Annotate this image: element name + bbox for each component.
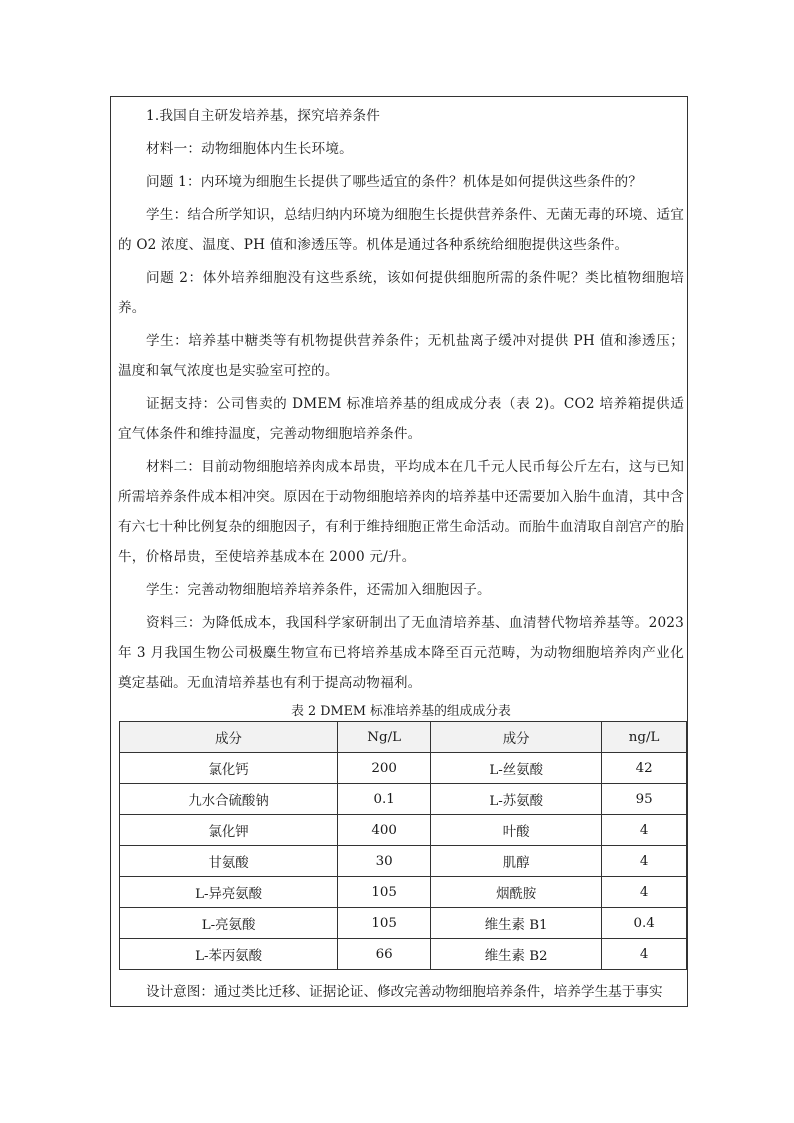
- table-cell: 4: [602, 846, 687, 877]
- material-one: 材料一：动物细胞体内生长环境。: [146, 141, 353, 157]
- question-two: 问题 2：体外培养细胞没有这些系统，该如何提供细胞所需的条件呢？类比植物细胞培养。: [118, 270, 684, 316]
- design-intent: 设计意图：通过类比迁移、证据论证、修改完善动物细胞培养条件，培养学生基于事实: [146, 984, 663, 1000]
- table-cell: 氯化钙: [120, 753, 338, 784]
- table-cell: 95: [602, 784, 687, 815]
- composition-table: [119, 721, 687, 970]
- table-row: [120, 908, 687, 939]
- table-cell: 烟酰胺: [431, 877, 602, 908]
- table-row: [120, 784, 687, 815]
- body-text: [118, 101, 684, 727]
- table-cell: 甘氨酸: [120, 846, 338, 877]
- section-heading: 1.我国自主研发培养基，探究培养条件: [146, 108, 381, 124]
- table-cell: 42: [602, 753, 687, 784]
- table-cell: 0.1: [338, 784, 431, 815]
- table-cell: 4: [602, 877, 687, 908]
- table-caption: 表 2 DMEM 标准培养基的组成成分表: [291, 704, 511, 719]
- document-frame: [110, 96, 688, 1007]
- table-cell: L-丝氨酸: [431, 753, 602, 784]
- table-row: [120, 753, 687, 784]
- table-row: [120, 877, 687, 908]
- table-cell: 200: [338, 753, 431, 784]
- evidence-support: 证据支持：公司售卖的 DMEM 标准培养基的组成成分表（表 2)。CO2 培养箱提供适宜气体条件和维持温度，完善动物细胞培养条件。: [118, 396, 684, 442]
- table-cell: 肌醇: [431, 846, 602, 877]
- table-cell: L-异亮氨酸: [120, 877, 338, 908]
- table-cell: L-亮氨酸: [120, 908, 338, 939]
- table-cell: 氯化钾: [120, 815, 338, 846]
- table-cell: 30: [338, 846, 431, 877]
- table-cell: L-苏氨酸: [431, 784, 602, 815]
- table-cell: 0.4: [602, 908, 687, 939]
- table-cell: L-苯丙氨酸: [120, 939, 338, 970]
- table-cell: 叶酸: [431, 815, 602, 846]
- table-cell: 4: [602, 815, 687, 846]
- header-component-1: 成分: [120, 722, 338, 753]
- header-unit-2: ng/L: [602, 722, 687, 753]
- question-one: 问题 1：内环境为细胞生长提供了哪些适宜的条件？机体是如何提供这些条件的？: [146, 174, 643, 190]
- table-row: [120, 939, 687, 970]
- table-cell: 维生素 B2: [431, 939, 602, 970]
- table-cell: 400: [338, 815, 431, 846]
- material-three: 资料三：为降低成本，我国科学家研制出了无血清培养基、血清替代物培养基等。2023 年 3 月我国生物公司极麋生物宣布已将培养基成本降至百元范畴，为动物细胞培养肉产业化奠定基础。无血清培养基也有利于提高动物福利。: [118, 615, 684, 691]
- table-cell: 105: [338, 908, 431, 939]
- student-answer-three: 学生：完善动物细胞培养培养条件，还需加入细胞因子。: [146, 582, 491, 598]
- header-unit-1: Ng/L: [338, 722, 431, 753]
- student-answer-two: 学生：培养基中糖类等有机物提供营养条件；无机盐离子缓冲对提供 PH 值和渗透压；温度和氧气浓度也是实验室可控的。: [118, 333, 684, 379]
- table-cell: 4: [602, 939, 687, 970]
- table-cell: 66: [338, 939, 431, 970]
- table-cell: 九水合硫酸钠: [120, 784, 338, 815]
- table-row: [120, 815, 687, 846]
- table-cell: 维生素 B1: [431, 908, 602, 939]
- table-row: [120, 846, 687, 877]
- material-two: 材料二：目前动物细胞培养肉成本昂贵，平均成本在几千元人民币每公斤左右，这与已知所需培养条件成本相冲突。原因在于动物细胞培养肉的培养基中还需要加入胎牛血清，其中含有六七十种比例复杂的细胞因子，有利于维持细胞正常生命活动。而胎牛血清取自剖宫产的胎牛，价格昂贵，至使培养基成本在 2000 元/升。: [118, 459, 684, 565]
- table-cell: 105: [338, 877, 431, 908]
- header-component-2: 成分: [431, 722, 602, 753]
- student-answer-one: 学生：结合所学知识，总结归纳内环境为细胞生长提供营养条件、无菌无毒的环境、适宜的 O2 浓度、温度、PH 值和渗透压等。机体是通过各种系统给细胞提供这些条件。: [118, 207, 684, 253]
- table-header-row: [120, 722, 687, 753]
